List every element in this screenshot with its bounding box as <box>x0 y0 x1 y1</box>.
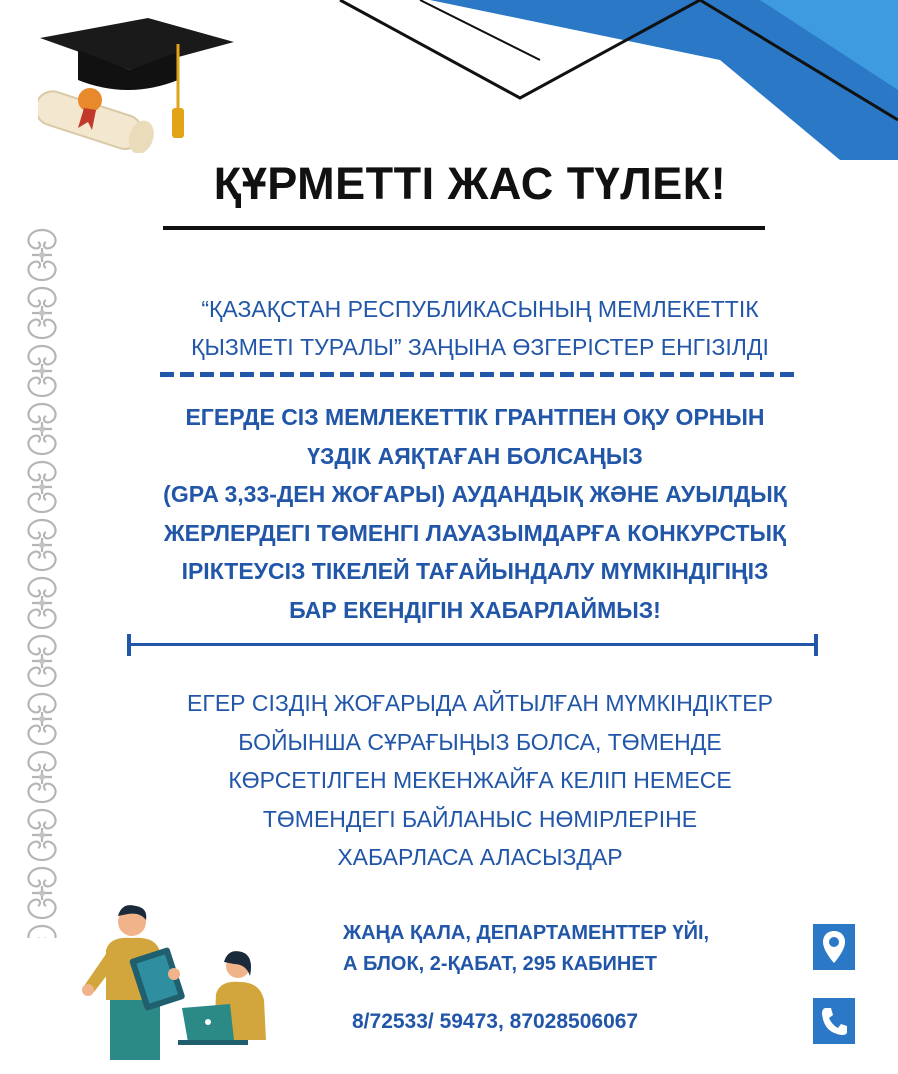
contact-invitation <box>110 684 850 877</box>
announcement-line: ЖЕРЛЕРДЕГІ ТӨМЕНГІ ЛАУАЗЫМДАРҒА КОНКУРСТЫҚ <box>163 519 787 546</box>
law-line: “ҚАЗАҚСТАН РЕСПУБЛИКАСЫНЫҢ МЕМЛЕКЕТТІК <box>201 296 759 322</box>
law-line: ҚЫЗМЕТІ ТУРАЛЫ” ЗАҢЫНА ӨЗГЕРІСТЕР ЕНГІЗІЛДІ <box>191 334 769 360</box>
announcement-line: (GPA 3,33-ДЕН ЖОҒАРЫ) АУДАНДЫҚ ЖӘНЕ АУЫЛДЫҚ <box>163 481 787 507</box>
invitation-line: КӨРСЕТІЛГЕН МЕКЕНЖАЙҒА КЕЛІП НЕМЕСЕ <box>228 767 732 793</box>
location-pin-icon <box>813 924 855 970</box>
announcement-line: ІРІКТЕУСІЗ ТІКЕЛЕЙ ТАҒАЙЫНДАЛУ МҮМКІНДІГІҢІЗ <box>181 558 769 584</box>
announcement-line: ЕГЕРДЕ СІЗ МЕМЛЕКЕТТІК ГРАНТПЕН ОҚУ ОРНЫН <box>185 404 765 430</box>
announcement-line: БАР ЕКЕНДІГІН ХАБАРЛАЙМЫЗ! <box>289 596 661 623</box>
section-divider <box>127 634 818 656</box>
title-underline <box>163 226 765 230</box>
invitation-line: БОЙЫНША СҰРАҒЫҢЫЗ БОЛСА, ТӨМЕНДЕ <box>238 728 722 755</box>
phone-numbers[interactable]: 8/72533/ 59473, 87028506067 <box>352 1010 639 1033</box>
phone-icon <box>813 998 855 1044</box>
page-title: ҚҰРМЕТТІ ЖАС ТҮЛЕК! <box>213 158 727 209</box>
address-line: А БЛОК, 2-ҚАБАТ, 295 КАБИНЕТ <box>343 953 657 975</box>
invitation-line: ТӨМЕНДЕГІ БАЙЛАНЫС НӨМІРЛЕРІНЕ <box>262 805 698 832</box>
address-line: ЖАҢА ҚАЛА, ДЕПАРТАМЕНТТЕР ҮЙІ, <box>343 922 710 944</box>
office-address <box>343 918 813 980</box>
graduation-cap-icon <box>38 18 238 153</box>
invitation-line: ХАБАРЛАСА АЛАСЫЗДАР <box>337 844 623 870</box>
main-announcement <box>100 398 850 629</box>
law-notice <box>120 290 840 366</box>
ornament-border <box>18 226 66 938</box>
invitation-line: ЕГЕР СІЗДІҢ ЖОҒАРЫДА АЙТЫЛҒАН МҮМКІНДІКТЕР <box>187 690 773 716</box>
dashed-divider <box>160 372 796 377</box>
announcement-line: ҮЗДІК АЯҚТАҒАН БОЛСАҢЫЗ <box>307 442 643 469</box>
students-illustration <box>70 900 290 1060</box>
